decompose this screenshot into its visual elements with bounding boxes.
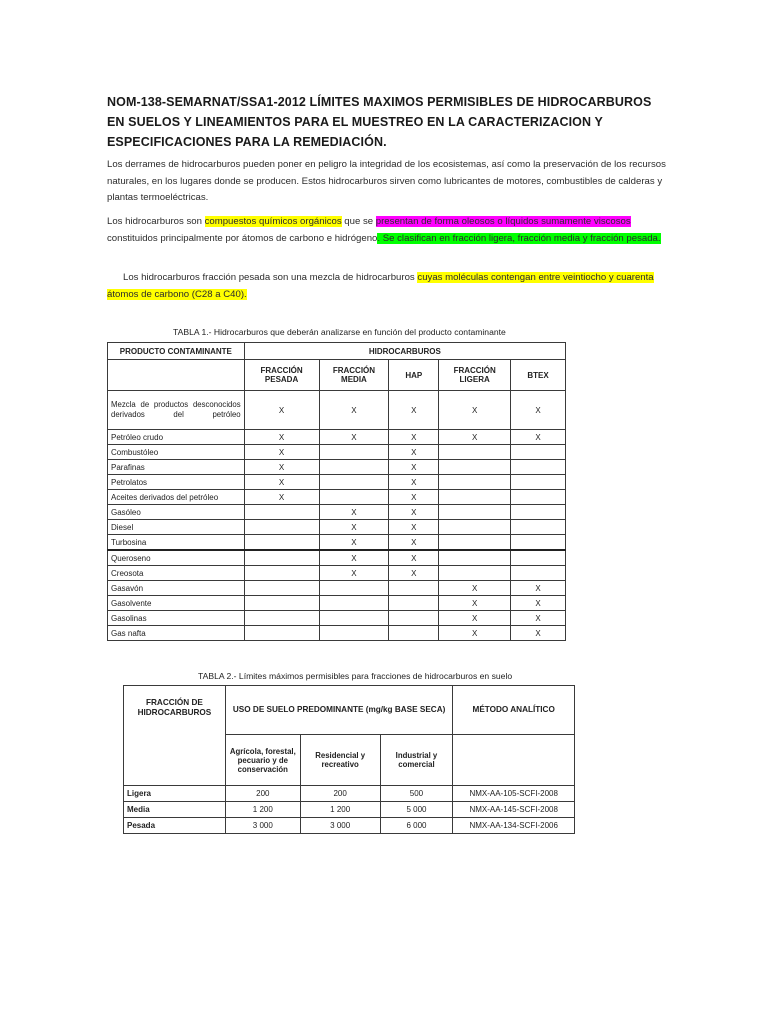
p2-highlight-yellow: compuestos químicos orgánicos: [204, 216, 342, 227]
table1-mark: X: [319, 535, 389, 551]
table-row: [124, 802, 575, 818]
table1-cell: [511, 550, 566, 566]
table1-mark: X: [319, 505, 389, 520]
table1-product-name: Gas nafta: [108, 626, 245, 641]
table2-value: 3 000: [225, 818, 300, 834]
table1-mark: X: [319, 520, 389, 535]
table1-header-product: PRODUCTO CONTAMINANTE: [108, 343, 245, 360]
table1-cell: [244, 520, 319, 535]
table1-cell: [319, 626, 389, 641]
table2-method: NMX-AA-105-SCFI-2008: [453, 786, 575, 802]
table1-cell: [511, 566, 566, 581]
table1-cell: [439, 490, 511, 505]
table1-cell: [389, 611, 439, 626]
table1-mark: X: [389, 550, 439, 566]
table-row: [108, 611, 566, 626]
table1-mark: X: [439, 611, 511, 626]
table1-cell: [389, 626, 439, 641]
table1-product-name: Creosota: [108, 566, 245, 581]
table1-cell: [319, 460, 389, 475]
table1-mark: X: [389, 490, 439, 505]
table1-product-name: Gasavón: [108, 581, 245, 596]
table1-cell: [244, 611, 319, 626]
table1-cell: [319, 475, 389, 490]
table1-cell: [244, 550, 319, 566]
table2-header-method: MÉTODO ANALÍTICO: [453, 686, 575, 735]
table1-product-name: Gasolinas: [108, 611, 245, 626]
table1-mark: X: [319, 391, 389, 430]
table2-header-use: USO DE SUELO PREDOMINANTE (mg/kg BASE SECA): [225, 686, 453, 735]
table1-product-name: Gasolvente: [108, 596, 245, 611]
table1-mark: X: [511, 581, 566, 596]
table1-cell: [244, 581, 319, 596]
table-row: [108, 596, 566, 611]
table1-cell: [511, 505, 566, 520]
table2-value: 1 200: [300, 802, 380, 818]
p2-highlight-green: . Se clasifican en fracción ligera, fracción media y fracción pesada.: [377, 232, 661, 244]
table1-mark: X: [389, 391, 439, 430]
table1-mark: X: [389, 445, 439, 460]
table1-caption: TABLA 1.- Hidrocarburos que deberán analizarse en función del producto contaminante: [173, 327, 506, 337]
table2-value: 500: [380, 786, 453, 802]
table1-mark: X: [389, 520, 439, 535]
table-row: [108, 505, 566, 520]
table1-product-name: Petróleo crudo: [108, 430, 245, 445]
table-row: [108, 490, 566, 505]
table1-product-name: Aceites derivados del petróleo: [108, 490, 245, 505]
table1-cell: [511, 475, 566, 490]
table1-mark: X: [319, 550, 389, 566]
table1-product-name: Diesel: [108, 520, 245, 535]
table1-cell: [244, 626, 319, 641]
table1-cell: [511, 520, 566, 535]
table2-subheader: Agrícola, forestal, pecuario y de conservación: [225, 735, 300, 786]
p3-highlight-yellow: cuyas moléculas contengan entre veintiocho y cuarenta átomos de carbono (C28 a C40).: [107, 272, 654, 300]
table-row: [108, 475, 566, 490]
table-row: [124, 786, 575, 802]
table1-col-header: BTEX: [511, 360, 566, 391]
table1-product-name: Mezcla de productos desconocidos derivados del petróleo: [108, 391, 245, 430]
table1-header-group: HIDROCARBUROS: [244, 343, 565, 360]
table2-caption: TABLA 2.- Límites máximos permisibles para fracciones de hidrocarburos en suelo: [198, 671, 513, 681]
table1-hydrocarbons: [107, 342, 566, 641]
table1-mark: X: [511, 430, 566, 445]
table1-mark: X: [389, 475, 439, 490]
p2-highlight-magenta: presentan de forma oleosos o líquidos sumamente viscosos: [375, 216, 631, 227]
table2-value: 6 000: [380, 818, 453, 834]
table1-col-header: FRACCIÓN LIGERA: [439, 360, 511, 391]
table2-method: NMX-AA-134-SCFI-2006: [453, 818, 575, 834]
table1-cell: [244, 535, 319, 551]
table1-mark: X: [244, 460, 319, 475]
table1-cell: [439, 520, 511, 535]
table1-mark: X: [389, 460, 439, 475]
table2-subheader-empty: [453, 735, 575, 786]
table1-cell: [511, 460, 566, 475]
table1-cell: [244, 505, 319, 520]
table1-cell: [244, 596, 319, 611]
table2-header-fraction: FRACCIÓN DE HIDROCARBUROS: [124, 686, 226, 786]
table1-header-empty: [108, 360, 245, 391]
table-row: [108, 520, 566, 535]
table1-mark: X: [244, 490, 319, 505]
table2-subheader: Industrial y comercial: [380, 735, 453, 786]
table1-col-header: FRACCIÓN PESADA: [244, 360, 319, 391]
table1-mark: X: [439, 626, 511, 641]
table-row: [108, 550, 566, 566]
table1-product-name: Queroseno: [108, 550, 245, 566]
table1-col-header: HAP: [389, 360, 439, 391]
table1-cell: [244, 566, 319, 581]
table-row: [108, 391, 566, 430]
table-row: [108, 581, 566, 596]
table1-mark: X: [389, 535, 439, 551]
table1-cell: [511, 445, 566, 460]
table1-cell: [319, 490, 389, 505]
table1-mark: X: [389, 566, 439, 581]
table-row: [108, 535, 566, 551]
table1-body: [108, 391, 566, 641]
p3-text-1: Los hidrocarburos fracción pesada son una mezcla de hidrocarburos: [123, 272, 418, 283]
table1-product-name: Parafinas: [108, 460, 245, 475]
table-row: [108, 626, 566, 641]
table1-product-name: Gasóleo: [108, 505, 245, 520]
table1-mark: X: [244, 445, 319, 460]
table1-mark: X: [439, 596, 511, 611]
table1-mark: X: [439, 581, 511, 596]
paragraph-intro: Los derrames de hidrocarburos pueden poner en peligro la integridad de los ecosistemas, así como la preservación de los recursos naturales, en los lugares donde se producen. Estos hidrocarburos sirven como lubricantes de motores, combustibles de calderas y plantas termoeléctricas.: [107, 159, 666, 203]
table-row: [108, 566, 566, 581]
document-title: NOM-138-SEMARNAT/SSA1-2012 LÍMITES MAXIMOS PERMISIBLES DE HIDROCARBUROS EN SUELOS Y LINEAMIENTOS PARA EL MUESTREO EN LA CARACTERIZACION Y ESPECIFICACIONES PARA LA REMEDIACIÓN.: [107, 95, 652, 149]
table2-fraction: Pesada: [124, 818, 226, 834]
table1-mark: X: [319, 430, 389, 445]
table1-mark: X: [244, 475, 319, 490]
table1-product-name: Petrolatos: [108, 475, 245, 490]
table2-limits: [123, 685, 575, 834]
table2-method: NMX-AA-145-SCFI-2008: [453, 802, 575, 818]
table1-mark: X: [319, 566, 389, 581]
table1-cell: [439, 566, 511, 581]
table2-value: 1 200: [225, 802, 300, 818]
table2-value: 200: [225, 786, 300, 802]
table2-value: 5 000: [380, 802, 453, 818]
table1-mark: X: [244, 430, 319, 445]
table1-mark: X: [439, 391, 511, 430]
table1-cell: [319, 596, 389, 611]
table1-mark: X: [511, 611, 566, 626]
table1-cell: [439, 535, 511, 551]
p2-text-2: que se: [341, 216, 376, 227]
table1-cell: [319, 445, 389, 460]
table1-col-header: FRACCIÓN MEDIA: [319, 360, 389, 391]
table1-cell: [389, 581, 439, 596]
table1-mark: X: [389, 430, 439, 445]
table1-cell: [511, 490, 566, 505]
table-row: [108, 430, 566, 445]
table1-cell: [319, 611, 389, 626]
table2-body: [124, 786, 575, 834]
table2-subheader: Residencial y recreativo: [300, 735, 380, 786]
table1-cell: [389, 596, 439, 611]
table-row: [124, 818, 575, 834]
p2-text-3: constituidos principalmente por átomos de carbono e hidrógeno: [107, 232, 378, 244]
table1-cell: [439, 445, 511, 460]
table1-mark: X: [244, 391, 319, 430]
p2-text-1: Los hidrocarburos son: [107, 216, 205, 227]
table2-fraction: Media: [124, 802, 226, 818]
table2-fraction: Ligera: [124, 786, 226, 802]
paragraph-definition: [107, 214, 667, 247]
table1-mark: X: [389, 505, 439, 520]
table1-mark: X: [511, 626, 566, 641]
table1-mark: X: [511, 391, 566, 430]
table1-cell: [319, 581, 389, 596]
table1-cell: [439, 550, 511, 566]
table1-cell: [439, 475, 511, 490]
table2-value: 3 000: [300, 818, 380, 834]
table-row: [108, 460, 566, 475]
table1-mark: X: [439, 430, 511, 445]
table1-product-name: Combustóleo: [108, 445, 245, 460]
paragraph-heavy-fraction: [107, 270, 667, 303]
table1-product-name: Turbosina: [108, 535, 245, 551]
table1-cell: [439, 460, 511, 475]
table1-mark: X: [511, 596, 566, 611]
table2-value: 200: [300, 786, 380, 802]
table1-cell: [511, 535, 566, 551]
table1-cell: [439, 505, 511, 520]
table-row: [108, 445, 566, 460]
